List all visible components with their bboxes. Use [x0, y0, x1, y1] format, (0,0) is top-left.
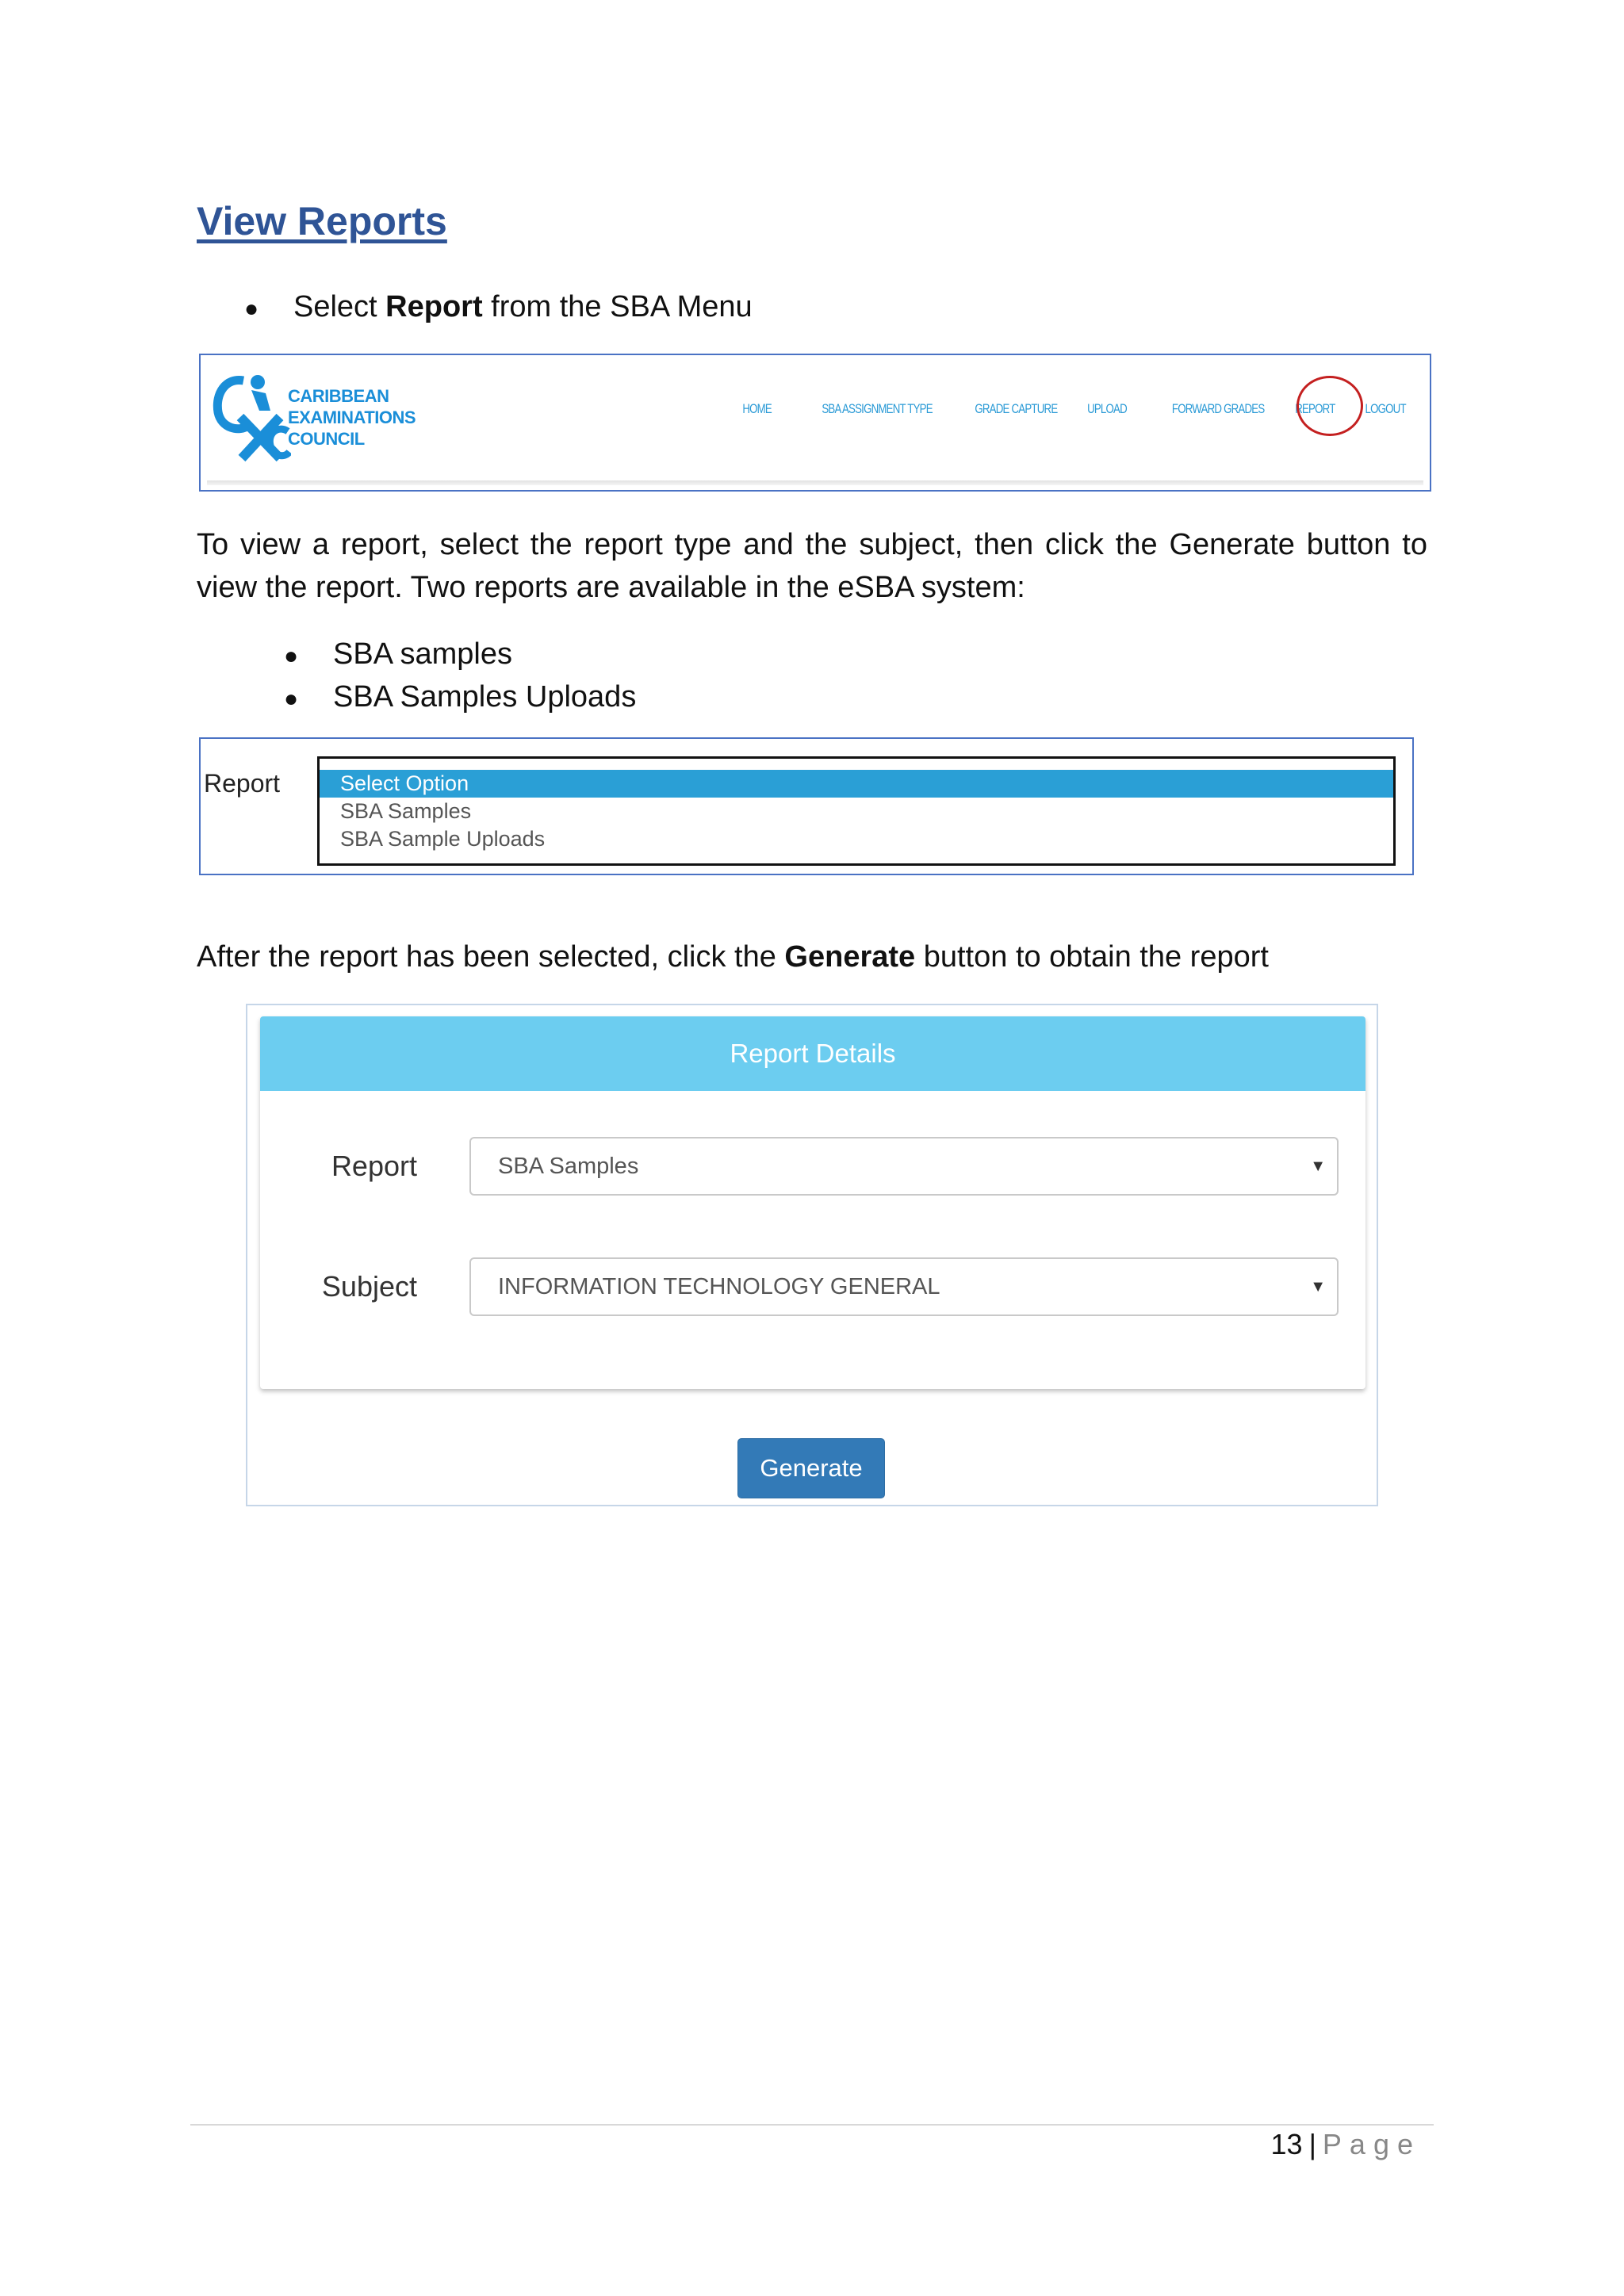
report-select-list[interactable]: [317, 756, 1396, 866]
navbar-shadow: [207, 480, 1423, 485]
report-details-panel: [260, 1016, 1365, 1389]
report-label: Report: [331, 1150, 417, 1182]
page-word: Page: [1322, 2128, 1421, 2160]
navbar-screenshot: [199, 354, 1431, 492]
step2-bold: Generate: [784, 940, 916, 974]
subject-select[interactable]: [469, 1257, 1339, 1316]
caret-down-icon: ▼: [1310, 1278, 1326, 1295]
logo-line: CARIBBEAN: [288, 386, 389, 406]
step2-instruction: [197, 936, 1269, 978]
bullet-icon: ●: [244, 296, 259, 322]
nav-grade-capture[interactable]: GRADE CAPTURE: [975, 401, 1058, 416]
subject-select-value: INFORMATION TECHNOLOGY GENERAL: [498, 1274, 940, 1299]
logo-text: [288, 385, 416, 450]
logo-line: EXAMINATIONS: [288, 408, 416, 427]
report-details-title: Report Details: [260, 1016, 1365, 1091]
report-type-item: SBA Samples Uploads: [333, 680, 637, 714]
option-sba-sample-uploads[interactable]: SBA Sample Uploads: [340, 827, 546, 851]
intro-paragraph: To view a report, select the report type and the subject, then click the Generate button to view the report. Two reports are available in the eSBA system:: [197, 528, 1427, 604]
report-select-screenshot: [199, 737, 1414, 875]
option-select-option[interactable]: Select Option: [320, 770, 1393, 798]
nav-report[interactable]: REPORT: [1294, 401, 1335, 416]
step2-pre: After the report has been selected, click the: [197, 940, 785, 974]
page-number: 13: [1270, 2128, 1303, 2160]
bullet-icon: ●: [284, 643, 299, 669]
page-footer: [1271, 2128, 1421, 2161]
step1-bold: Report: [385, 290, 483, 323]
nav-forward-grades[interactable]: FORWARD GRADES: [1172, 401, 1265, 416]
section-heading: View Reports: [197, 199, 447, 243]
cxc-logo-icon: [212, 369, 291, 463]
logo-line: COUNCIL: [288, 429, 365, 449]
step1-instruction: [293, 285, 753, 328]
footer-separator: |: [1308, 2128, 1316, 2160]
report-details-screenshot: [246, 1004, 1378, 1506]
nav-sba-assignment-type[interactable]: SBA ASSIGNMENT TYPE: [822, 401, 933, 416]
nav-upload[interactable]: UPLOAD: [1087, 401, 1128, 416]
bullet-icon: ●: [284, 686, 299, 712]
subject-label: Subject: [321, 1270, 417, 1303]
report-type-item: SBA samples: [333, 637, 512, 671]
caret-down-icon: ▼: [1310, 1158, 1326, 1175]
report-select-label: Report: [204, 769, 281, 798]
step1-post: from the SBA Menu: [482, 290, 753, 323]
nav-logout[interactable]: LOGOUT: [1365, 401, 1406, 416]
report-select[interactable]: [469, 1137, 1339, 1196]
report-select-value: SBA Samples: [498, 1154, 639, 1179]
nav-home[interactable]: HOME: [742, 401, 772, 416]
generate-button[interactable]: Generate: [737, 1438, 885, 1498]
report-highlight-circle: [1294, 376, 1363, 436]
step1-pre: Select: [293, 290, 386, 323]
footer-rule: [190, 2124, 1434, 2126]
step2-post: button to obtain the report: [915, 940, 1269, 974]
option-sba-samples[interactable]: SBA Samples: [340, 799, 472, 823]
